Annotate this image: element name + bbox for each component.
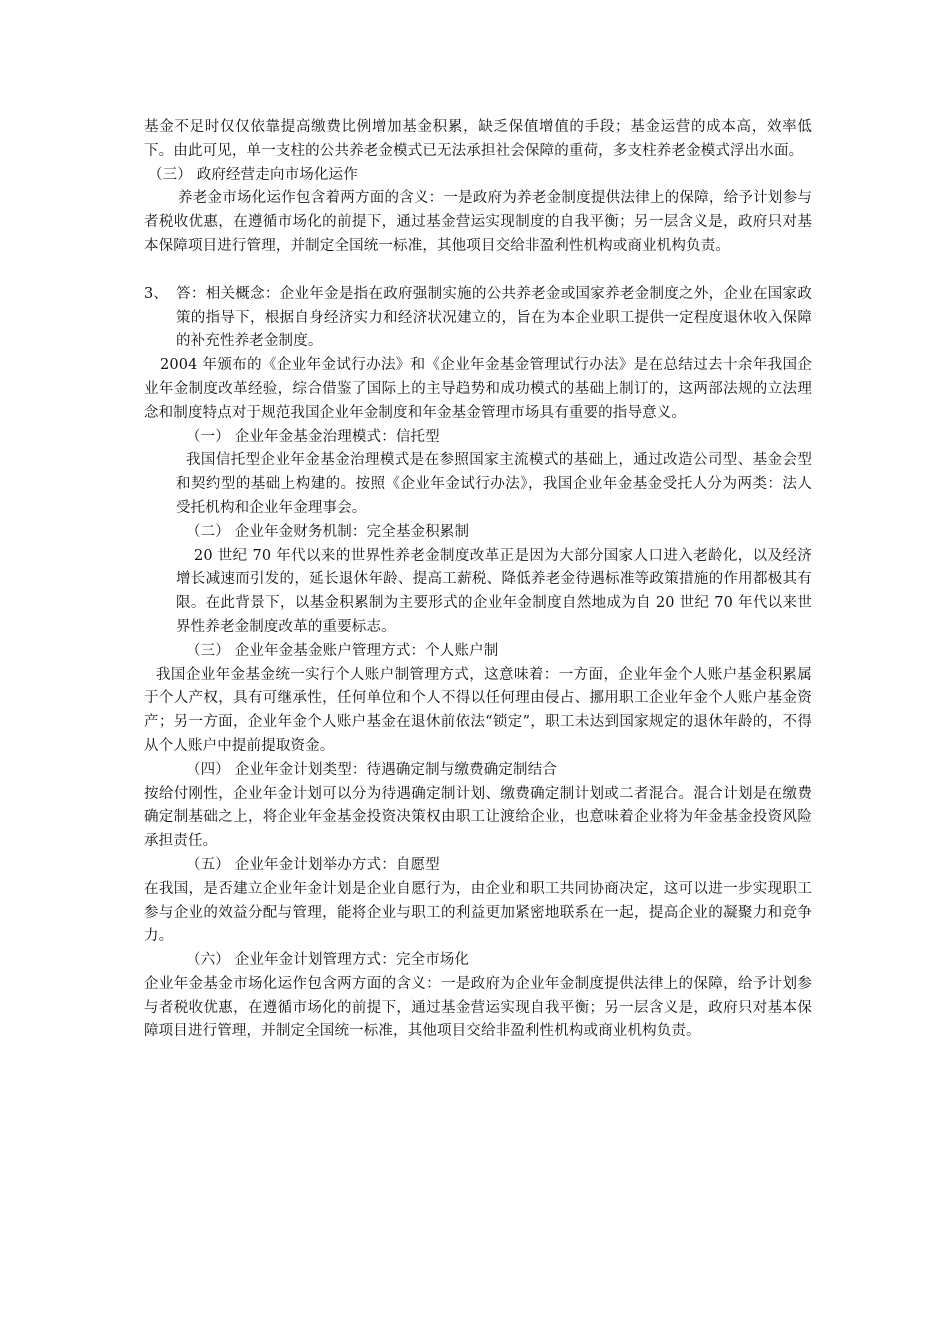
subsection-2-body: 20 世纪 70 年代以来的世界性养老金制度改革正是因为大部分国家人口进入老龄化，以及经济增长减速而引发的，延长退休年龄、提高工薪税、降低养老金待遇标准等政策措施的作用都极其有限。在此背景下，以基金积累制为主要形式的企业年金制度自然地成为自 20 世纪 70 年代以来世界性养老金制度改革的重要标志。 [176, 547, 812, 635]
subsection-3-body: 我国企业年金基金统一实行个人账户制管理方式，这意味着：一方面，企业年金个人账户基金积累属于个人产权，具有可继承性，任何单位和个人不得以任何理由侵占、挪用职工企业年金个人账户基金资产；另一方面，企业年金个人账户基金在退休前依法“锁定”，职工未达到国家规定的退休年龄的，不得从个人账户中提前提取资金。 [144, 666, 812, 754]
subsection-1-body: 我国信托型企业年金基金治理模式是在参照国家主流模式的基础上，通过改造公司型、基金会型和契约型的基础上构建的。按照《企业年金试行办法》，我国企业年金基金受托人分为两类：法人受托机构和企业年金理事会。 [176, 452, 812, 516]
subsection-1-title: （一） 企业年金基金治理模式：信托型 [186, 428, 440, 445]
subsection-6-title: （六） 企业年金计划管理方式：完全市场化 [186, 952, 470, 969]
paragraph-intro: 基金不足时仅仅依靠提高缴费比例增加基金积累，缺乏保值增值的手段；基金运营的成本高，效率低下。由此可见，单一支柱的公共养老金模式已无法承担社会保障的重荷，多支柱养老金模式浮出水面。 [144, 119, 812, 159]
subsection-3-title: （三） 企业年金基金账户管理方式：个人账户制 [186, 642, 499, 659]
paragraph-spacer [144, 259, 812, 283]
answer-3-text: 答：相关概念：企业年金是指在政府强制实施的公共养老金或国家养老金制度之外，企业在国家政策的指导下，根据自身经济实力和经济状况建立的，旨在为本企业职工提供一定程度退休收入保障的补充性养老金制度。 [176, 285, 812, 350]
section-heading-government-market: （三） 政府经营走向市场化运作 [148, 166, 358, 183]
subsection-2-title: （二） 企业年金财务机制：完全基金积累制 [186, 523, 470, 540]
paragraph-2004-regulations [144, 354, 812, 425]
paragraph-market-operation: 养老金市场化运作包含着两方面的含义：一是政府为养老金制度提供法律上的保障，给予计划参与者税收优惠，在遵循市场化的前提下，通过基金营运实现制度的自我平衡；另一层含义是，政府只对基本保障项目进行管理，并制定全国统一标准，其他项目交给非盈利性机构或商业机构负责。 [144, 190, 812, 254]
subsection-6-body: 企业年金基金市场化运作包含两方面的含义：一是政府为企业年金制度提供法律上的保障，给予计划参与者税收优惠，在遵循市场化的前提下，通过基金营运实现自我平衡；另一层含义是，政府只对基本保障项目进行管理，并制定全国统一标准，其他项目交给非盈利性机构或商业机构负责。 [144, 975, 812, 1040]
answer-number: 3、 [144, 285, 169, 302]
subsection-5-body: 在我国，是否建立企业年金计划是企业自愿行为，由企业和职工共同协商决定，这可以进一步实现职工参与企业的效益分配与管理，能将企业与职工的利益更加紧密地联系在一起，提高企业的凝聚力和竞争力。 [144, 880, 812, 945]
paragraph-2004-text: 2004 年颁布的《企业年金试行办法》和《企业年金基金管理试行办法》是在总结过去十余年我国企业年金制度改革经验，综合借鉴了国际上的主导趋势和成功模式的基础上制订的，这两部法规的立法理念和制度特点对于规范我国企业年金制度和年金基金管理市场具有重要的指导意义。 [144, 357, 812, 421]
answer-3-paragraph [144, 283, 812, 354]
subsection-4-title: （四） 企业年金计划类型：待遇确定制与缴费确定制结合 [186, 761, 558, 778]
subsection-5-title: （五） 企业年金计划举办方式：自愿型 [186, 856, 440, 873]
subsection-4-body: 按给付刚性，企业年金计划可以分为待遇确定制计划、缴费确定制计划或二者混合。混合计划是在缴费确定制基础之上，将企业年金基金投资决策权由职工让渡给企业，也意味着企业将为年金基金投资风险承担责任。 [144, 785, 812, 850]
document-body [144, 116, 812, 1044]
